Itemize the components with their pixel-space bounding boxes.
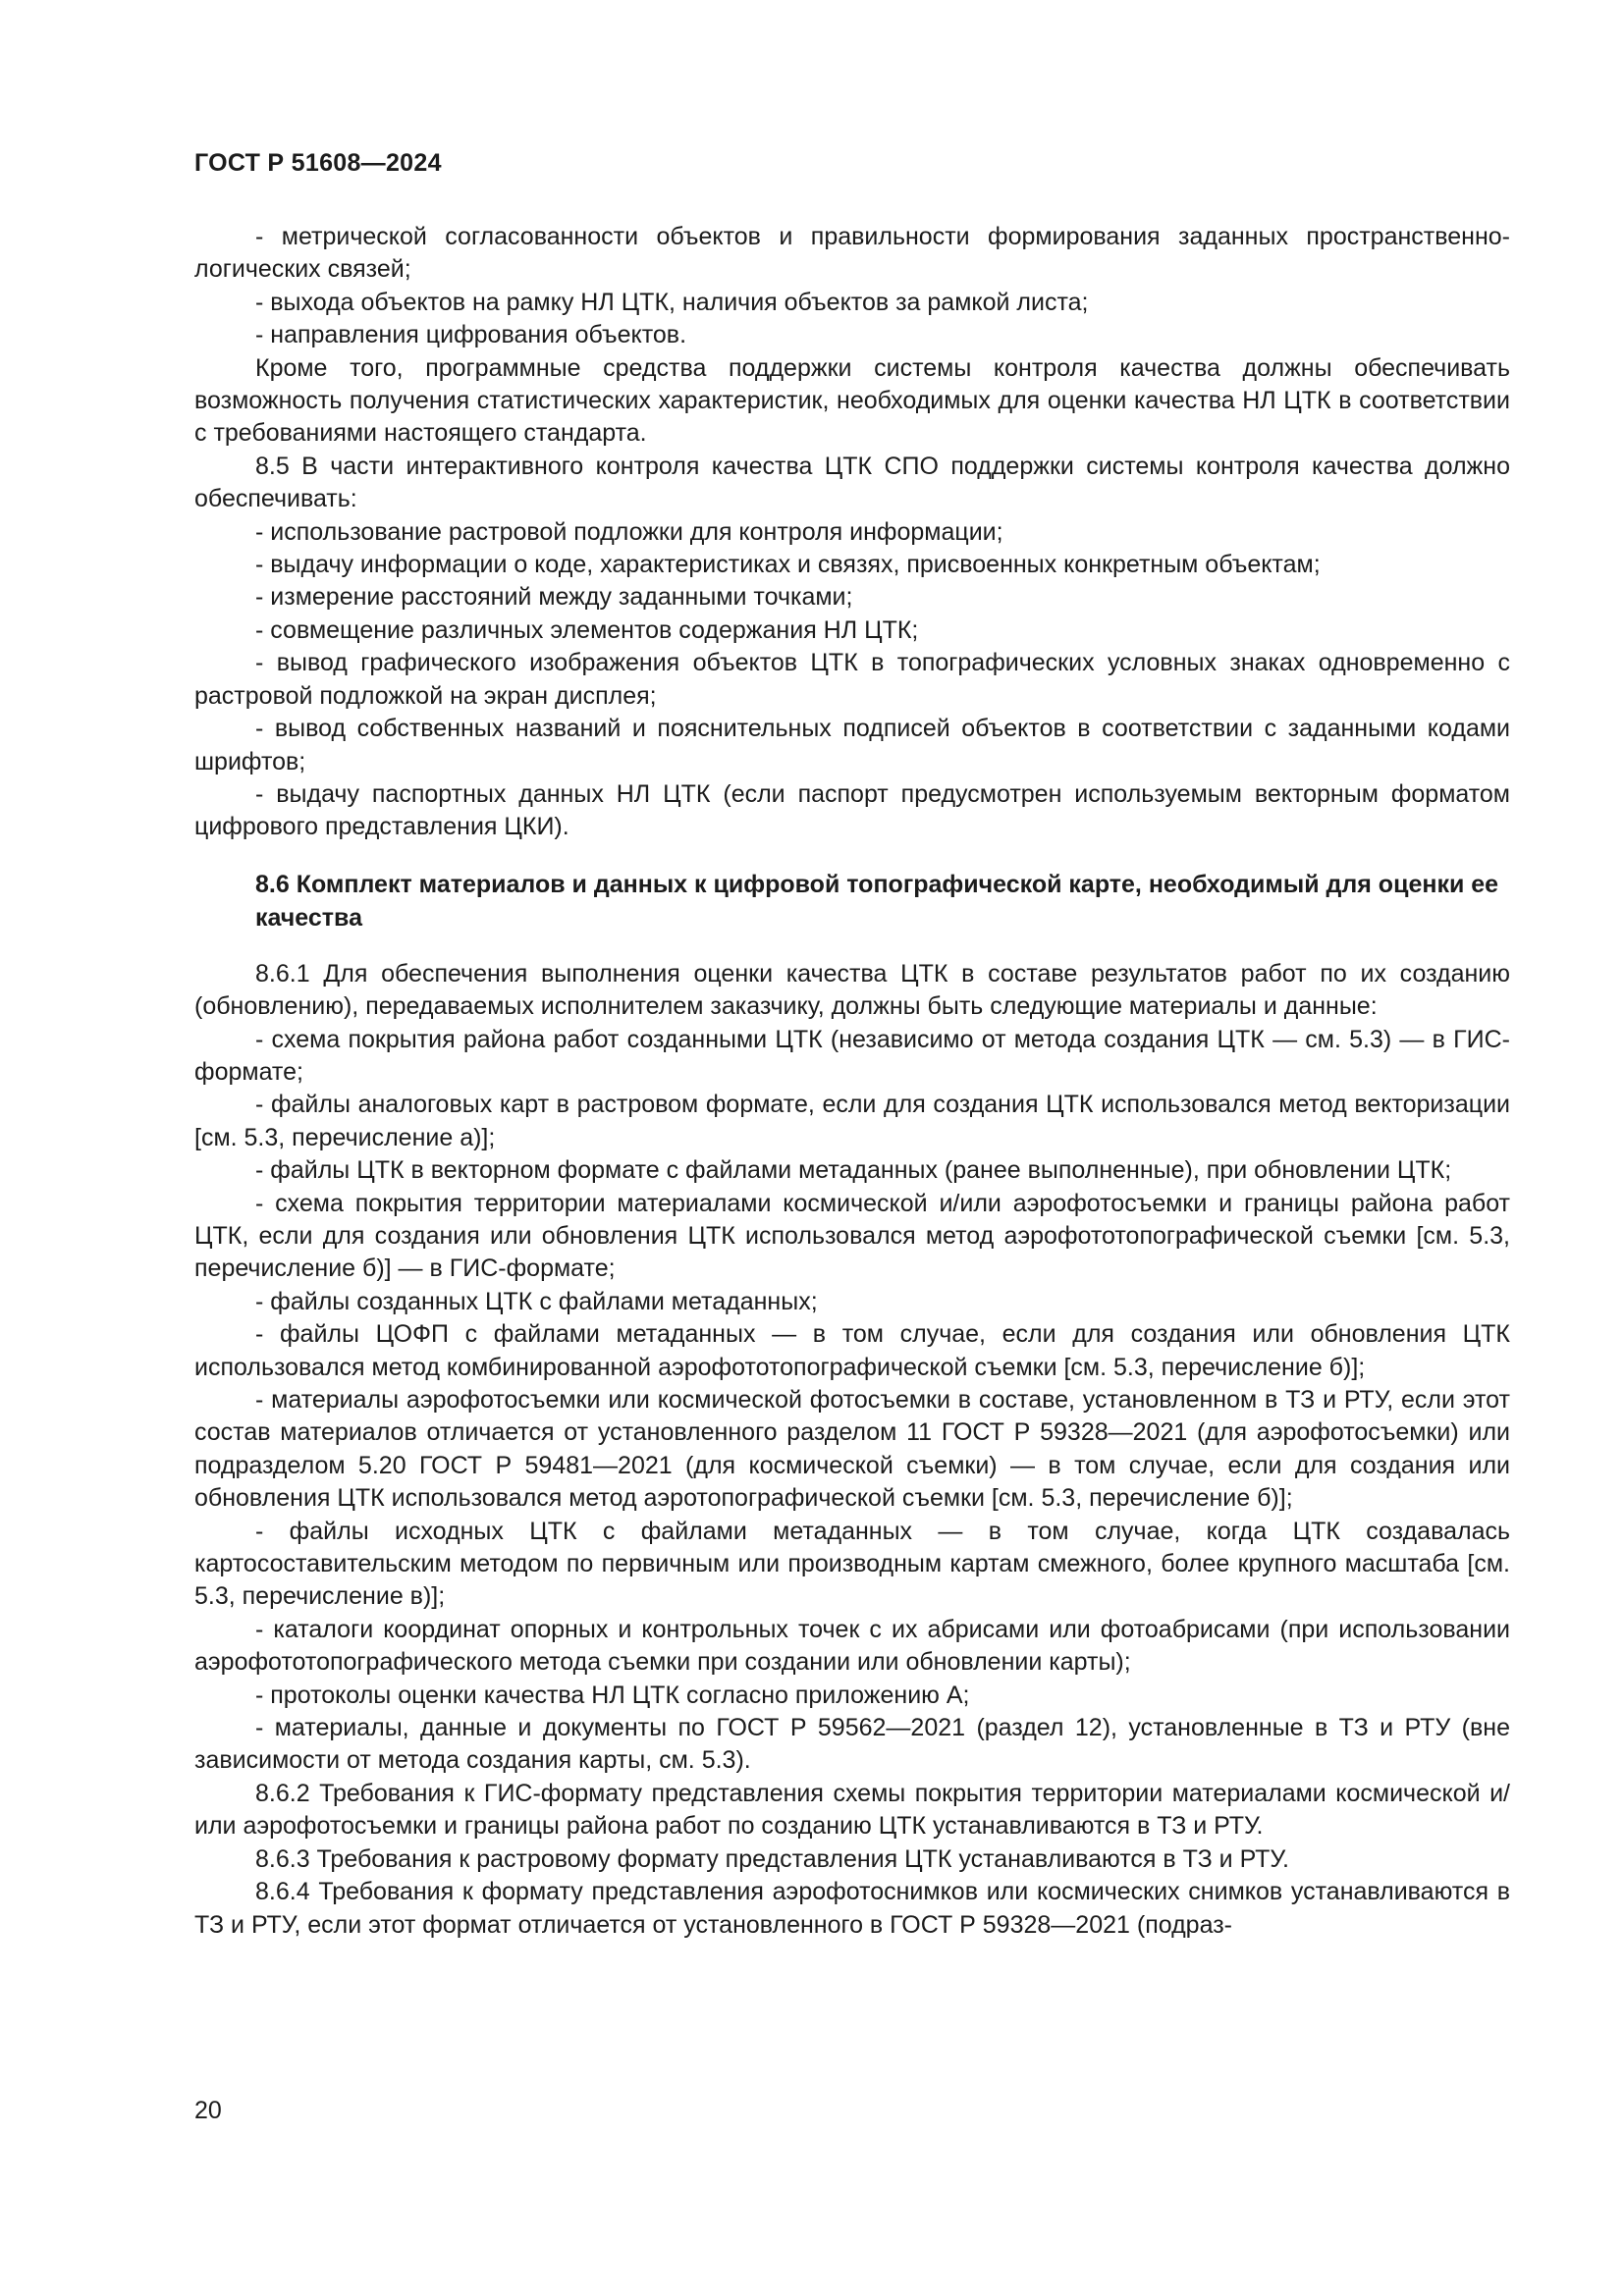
section-8-6-content [194, 958, 1510, 1942]
document-body [194, 221, 1510, 1942]
list-item: - схема покрытия района работ созданными ЦТК (независимо от метода создания ЦТК — см. 5.3) — в ГИС-формате; [194, 1025, 1510, 1086]
paragraph: Кроме того, программные средства поддержки системы контроля качества должны обеспечивать возможность получения статистических характеристик, необходимых для оценки качества НЛ ЦТК в соответствии с требованиями настоящего стандарта. [194, 353, 1510, 448]
list-item: - вывод графического изображения объектов ЦТК в топографических условных знаках одновременно с растровой подложкой на экран дисплея; [194, 649, 1510, 710]
list-item: - вывод собственных названий и пояснительных подписей объектов в соответствии с заданными кодами шрифтов; [194, 715, 1510, 775]
list-item: - выдачу паспортных данных НЛ ЦТК (если паспорт предусмотрен используемым векторным форматом цифрового представления ЦКИ). [194, 779, 1510, 841]
list-item: - файлы созданных ЦТК с файлами метаданных; [255, 1287, 818, 1315]
clause-8-6-4: 8.6.4 Требования к формату представления аэрофотоснимков или космических снимков устанавливаются в ТЗ и РТУ, если этот формат отличается от установленного в ГОСТ Р 59328—2021 (подраз- [194, 1878, 1510, 1939]
list-item: - совмещение различных элементов содержания НЛ ЦТК; [255, 615, 919, 644]
list-item: - файлы исходных ЦТК с файлами метаданных — в том случае, когда ЦТК создавалась картосоставительским методом по первичным или производным картам смежного, более крупного масштаба [см. 5.3, перечисление в)]; [194, 1517, 1510, 1611]
list-item: - выхода объектов на рамку НЛ ЦТК, наличия объектов за рамкой листа; [255, 288, 1089, 316]
clause-8-5: 8.5 В части интерактивного контроля качества ЦТК СПО поддержки системы контроля качества должно обеспечивать: [194, 452, 1510, 513]
list-item: - схема покрытия территории материалами космической и/или аэрофотосъемки и границы района работ ЦТК, если для создания или обновления ЦТК использовался метод аэрофототопографической съемки [см. 5.3, перечисление б)] — в ГИС-формате; [194, 1189, 1510, 1283]
list-item: - выдачу информации о коде, характеристиках и связях, присвоенных конкретным объектам; [255, 551, 1321, 579]
list-item: - протоколы оценки качества НЛ ЦТК согласно приложению А; [255, 1681, 970, 1709]
section-heading-8-6: 8.6 Комплект материалов и данных к цифровой топографической карте, необходимый для оценки ее качества [255, 870, 1499, 932]
clause-8-6-1: 8.6.1 Для обеспечения выполнения оценки качества ЦТК в составе результатов работ по их созданию (обновлению), передаваемых исполнителем заказчику, должны быть следующие материалы и данные: [194, 959, 1510, 1021]
list-item: - файлы ЦТК в векторном формате с файлами метаданных (ранее выполненные), при обновлении ЦТК; [255, 1156, 1452, 1185]
requirements-list-8-4 [194, 221, 1510, 844]
clause-8-6-2: 8.6.2 Требования к ГИС-формату представления схемы покрытия территории материалами космической и/или аэрофотосъемки и границы района работ по созданию ЦТК устанавливаются в ТЗ и РТУ. [194, 1779, 1510, 1841]
page-number: 20 [194, 2097, 222, 2124]
list-item: - материалы аэрофотосъемки или космической фотосъемки в составе, установленном в ТЗ и РТУ, если этот состав материалов отличается от установленного разделом 11 ГОСТ Р 59328—2021 (для аэрофотосъемки) или подразделом 5.20 ГОСТ Р 59481—2021 (для космической съемки) — в том случае, если для создания или обновления ЦТК использовался метод аэротопографической съемки [см. 5.3, перечисление б)]; [194, 1386, 1510, 1513]
list-item: - метрической согласованности объектов и правильности формирования заданных пространственно-логических связей; [194, 223, 1510, 284]
list-item: - измерение расстояний между заданными точками; [255, 583, 853, 612]
document-header: ГОСТ Р 51608—2024 [194, 149, 442, 177]
list-item: - использование растровой подложки для контроля информации; [255, 517, 1003, 546]
list-item: - файлы аналоговых карт в растровом формате, если для создания ЦТК использовался метод векторизации [см. 5.3, перечисление а)]; [194, 1091, 1510, 1151]
list-item: - материалы, данные и документы по ГОСТ Р 59562—2021 (раздел 12), установленные в ТЗ и РТУ (вне зависимости от метода создания карты, см. 5.3). [194, 1714, 1510, 1775]
list-item: - файлы ЦОФП с файлами метаданных — в том случае, если для создания или обновления ЦТК использовался метод комбинированной аэрофототопографической съемки [см. 5.3, перечисление б)]; [194, 1320, 1510, 1381]
clause-8-6-3: 8.6.3 Требования к растровому формату представления ЦТК устанавливаются в ТЗ и РТУ. [255, 1844, 1289, 1873]
list-item: - направления цифрования объектов. [255, 321, 687, 349]
list-item: - каталоги координат опорных и контрольных точек с их абрисами или фотоабрисами (при использовании аэрофототопографического метода съемки при создании или обновлении карты); [194, 1615, 1510, 1677]
